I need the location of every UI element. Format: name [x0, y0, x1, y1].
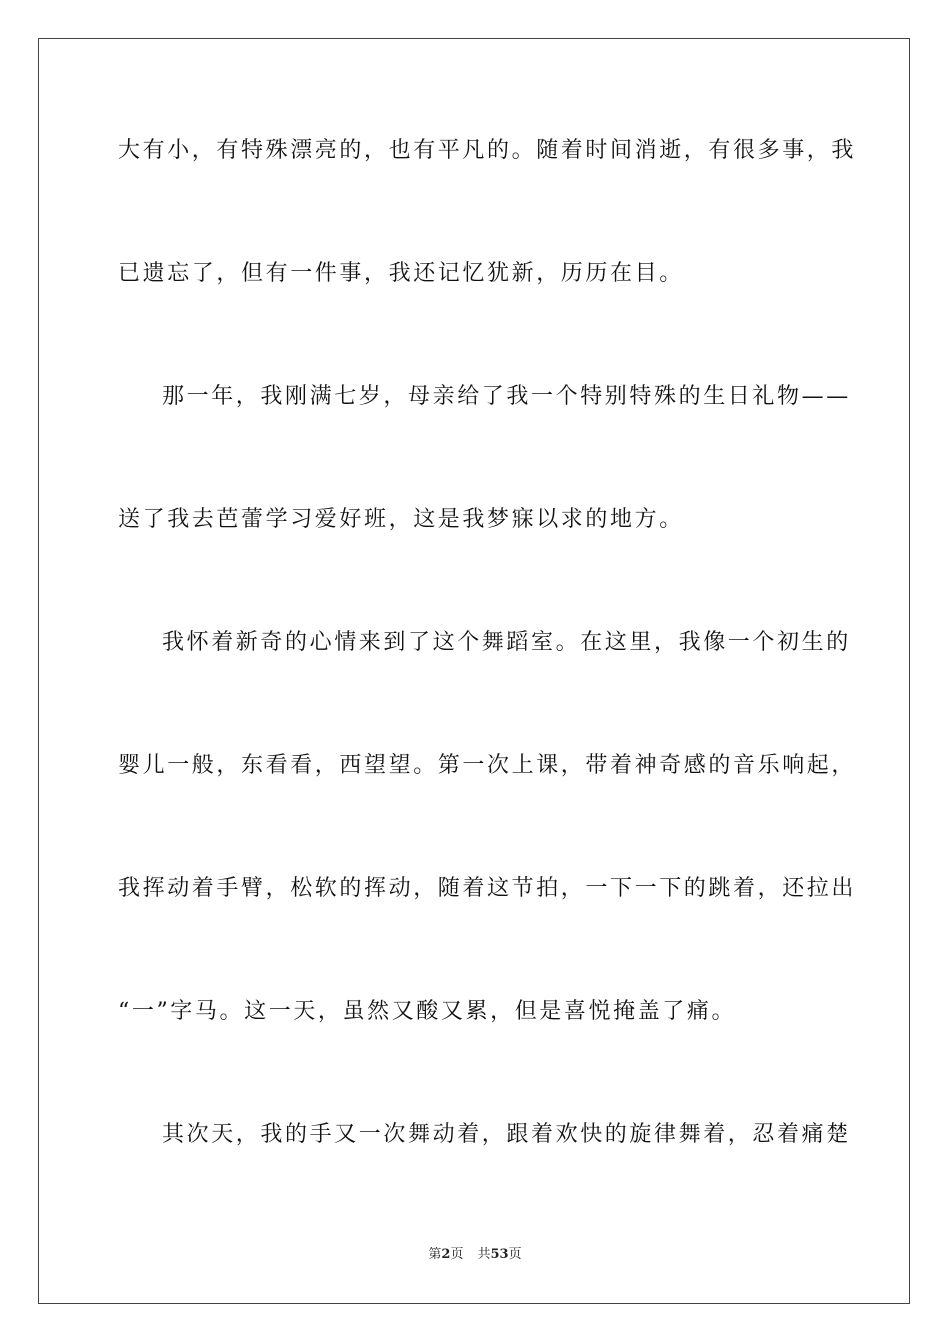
page-border [38, 38, 910, 1304]
page-footer [0, 1246, 950, 1264]
body-text-line: 已遗忘了，但有一件事，我还记忆犹新，历历在目。 [118, 261, 684, 286]
paragraph-start-line: 其次天，我的手又一次舞动着，跟着欢快的旋律舞着，忍着痛楚 [162, 1122, 851, 1147]
paragraph-start-line: 那一年，我刚满七岁，母亲给了我一个特别特殊的生日礼物—— [162, 384, 851, 409]
page-suffix: 页 [450, 1247, 464, 1262]
body-text-line: 婴儿一般，东看看，西望望。第一次上课，带着神奇感的音乐响起， [118, 753, 857, 778]
body-text-line: 大有小，有特殊漂亮的，也有平凡的。随着时间消逝，有很多事，我 [118, 138, 857, 163]
body-text-line: 我挥动着手臂，松软的挥动，随着这节拍，一下一下的跳着，还拉出 [118, 876, 857, 901]
page-number: 2 [441, 1247, 451, 1262]
page-prefix: 第 [428, 1247, 442, 1262]
total-suffix: 页 [508, 1247, 522, 1262]
total-pages: 53 [490, 1247, 509, 1262]
body-text-line: 送了我去芭蕾学习爱好班，这是我梦寐以求的地方。 [118, 507, 684, 532]
body-text-line: “一”字马。这一天，虽然又酸又累，但是喜悦掩盖了痛。 [118, 999, 737, 1024]
total-prefix: 共 [477, 1247, 491, 1262]
paragraph-start-line: 我怀着新奇的心情来到了这个舞蹈室。在这里，我像一个初生的 [162, 630, 851, 655]
